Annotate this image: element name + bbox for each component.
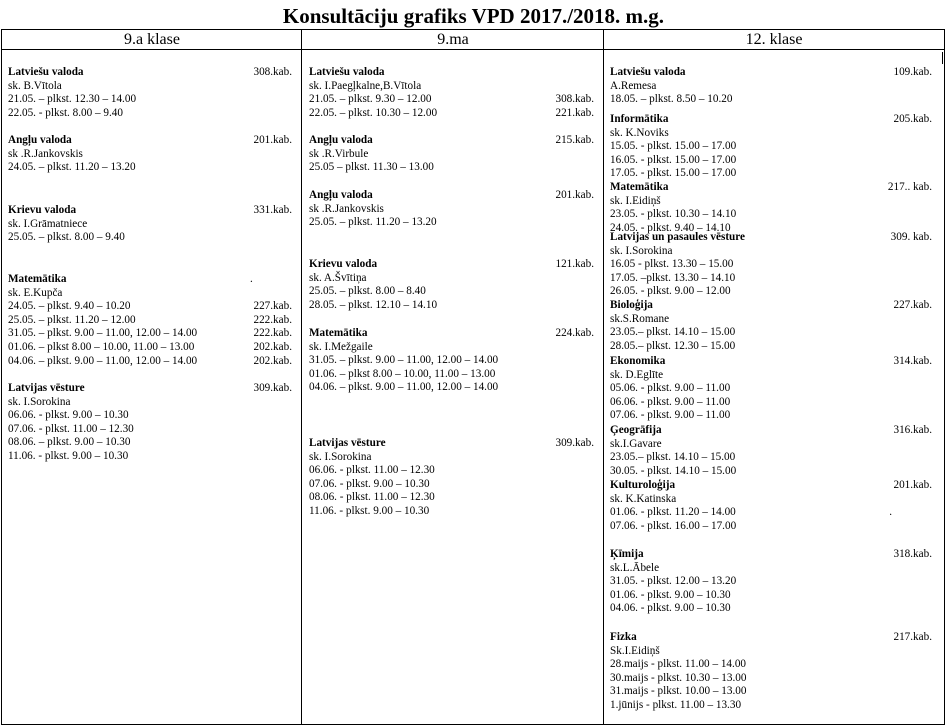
teacher-name: sk. K.Katinska [610,492,677,505]
schedule-line [610,575,932,589]
schedule-line [610,658,932,672]
schedule-time: 31.05. – plkst. 9.00 – 11.00, 12.00 – 14.00 [8,327,198,340]
subject-name: Matemātika [610,181,669,193]
schedule-time: 06.06. - plkst. 9.00 – 11.00 [610,395,731,408]
subject-row [610,355,932,369]
schedule-time: 30.05. - plkst. 14.10 – 15.00 [610,464,737,477]
subject-block [8,273,292,368]
schedule-time: 22.05. - plkst. 8.00 – 9.40 [8,106,123,119]
room-number: 222.kab. [253,313,292,326]
subject-row [610,181,932,195]
schedule-line [309,93,594,107]
room-number: 221.kab. [555,106,594,119]
schedule-time: 01.06. – plkst 8.00 – 10.00, 11.00 – 13.00 [8,340,195,353]
schedule-line [610,602,932,616]
teacher-name: sk .R.Jankovskis [8,147,83,160]
subject-row [8,204,292,218]
teacher-name: sk. I.Mežgaile [309,340,373,353]
page-title: Konsultāciju grafiks VPD 2017./2018. m.g. [282,4,665,28]
schedule-line [309,491,594,505]
schedule-line [8,161,292,175]
schedule-line [610,520,932,534]
schedule-time: 25.05. – plkst. 11.20 – 12.00 [8,313,136,326]
room-number: 309. kab. [890,231,932,243]
subject-row [309,134,594,148]
schedule-time: 25.05. – plkst. 8.00 – 8.40 [309,285,426,298]
schedule-time: 08.06. - plkst. 11.00 – 12.30 [309,491,435,504]
schedule-line [8,231,292,245]
subject-name: Krievu valoda [8,204,77,216]
schedule-line [8,423,292,437]
subject-row [610,548,932,562]
schedule-line [610,340,932,354]
subject-name: Ķīmija [610,548,644,560]
subject-block [610,355,932,423]
schedule-line [610,140,932,154]
column-9ma [309,51,594,724]
schedule-line [309,464,594,478]
schedule-time: 04.06. – plkst. 9.00 – 11.00, 12.00 – 14.00 [8,354,198,367]
subject-row [8,382,292,396]
schedule-line [309,216,594,230]
schedule-line [8,300,292,314]
subject-row [610,113,932,127]
column-divider [603,30,604,724]
schedule-line [309,368,594,382]
column-9a [8,51,292,724]
schedule-line [8,327,292,341]
schedule-line [8,93,292,107]
room-number: . [250,273,253,285]
subject-name: Latvijas un pasaules vēsture [610,231,745,243]
schedule-time: 31.05. - plkst. 12.00 – 13.20 [610,575,737,588]
schedule-time: 15.05. - plkst. 15.00 – 17.00 [610,140,737,153]
room-number: 202.kab. [253,354,292,367]
teacher-name: Sk.I.Eidiņš [610,644,660,657]
schedule-line [8,314,292,328]
room-number: 227.kab. [893,299,932,311]
subject-block [610,631,932,713]
schedule-line [610,589,932,603]
subject-row [309,437,594,451]
room-number: 224.kab. [555,327,594,339]
schedule-line [610,396,932,410]
schedule-time: 21.05. – plkst. 12.30 – 14.00 [8,93,137,106]
subject-row [610,299,932,313]
subject-name: Matemātika [309,327,368,339]
teacher-name: sk .R.Jankovskis [309,202,384,215]
subject-name: Matemātika [8,273,67,285]
room-number: 201.kab. [555,189,594,201]
subject-block [309,327,594,395]
schedule-time: 31.05. – plkst. 9.00 – 11.00, 12.00 – 14.00 [309,354,499,367]
subject-block [309,189,594,230]
room-number: 314.kab. [893,355,932,367]
subject-name: Angļu valoda [309,189,373,201]
schedule-time: 04.06. – plkst. 9.00 – 11.00, 12.00 – 14.00 [309,381,499,394]
schedule-line [610,93,932,107]
schedule-time: 23.05.– plkst. 14.10 – 15.00 [610,451,736,464]
room-number: 227.kab. [253,300,292,313]
schedule-time: 18.05. – plkst. 8.50 – 10.20 [610,93,733,106]
text-cursor-mark [942,52,943,64]
schedule-table [1,29,945,725]
schedule-time: 25.05 – plkst. 11.30 – 13.00 [309,161,434,174]
schedule-time: 25.05. – plkst. 11.20 – 13.20 [309,216,437,229]
schedule-line [610,672,932,686]
room-number: 309.kab. [253,382,292,394]
subject-block [309,437,594,519]
schedule-line [309,478,594,492]
subject-row [610,479,932,493]
subject-name: Latvijas vēsture [8,382,85,394]
schedule-time: 07.06. - plkst. 9.00 – 10.30 [309,477,430,490]
schedule-line [8,341,292,355]
subject-name: Informātika [610,113,669,125]
subject-row [8,66,292,80]
subject-block [610,479,932,533]
subject-row [309,189,594,203]
schedule-time: 07.06. - plkst. 9.00 – 11.00 [610,409,731,422]
room-number: 205.kab. [893,113,932,125]
schedule-line [610,285,932,299]
schedule-time: 16.05 - plkst. 13.30 – 15.00 [610,258,734,271]
room-number: 202.kab. [253,340,292,353]
schedule-line [610,382,932,396]
schedule-time: 01.06. - plkst. 11.20 – 14.00 [610,506,736,519]
schedule-time: 24.05. – plkst. 11.20 – 13.20 [8,161,136,174]
schedule-line [610,451,932,465]
teacher-name: sk. B.Vītola [8,79,62,92]
schedule-time: 07.06. - plkst. 16.00 – 17.00 [610,519,737,532]
teacher-name: sk. I.Eidiņš [610,194,661,207]
subject-row [309,327,594,341]
room-number: 316.kab. [893,424,932,436]
schedule-line [8,355,292,369]
schedule-time: 28.maijs - plkst. 11.00 – 14.00 [610,658,747,671]
room-number: 308.kab. [253,66,292,78]
subject-row [610,231,932,245]
schedule-time: 24.05. – plkst. 9.40 – 10.20 [8,300,131,313]
room-number: 309.kab. [555,437,594,449]
subject-block [610,113,932,181]
subject-block [610,66,932,107]
schedule-time: 07.06. - plkst. 11.00 – 12.30 [8,422,134,435]
subject-name: Ģeogrāfija [610,424,662,436]
subject-name: Latviešu valoda [610,66,686,78]
teacher-name: sk. K.Noviks [610,126,669,139]
subject-block [8,204,292,245]
teacher-name: sk. E.Kupča [8,286,63,299]
subject-row [8,273,292,287]
schedule-line [309,285,594,299]
schedule-line [610,699,932,713]
schedule-time: 23.05. - plkst. 10.30 – 14.10 [610,208,737,221]
schedule-time: 17.05. - plkst. 15.00 – 17.00 [610,167,737,180]
room-number: 318.kab. [893,548,932,560]
schedule-time: 28.05.– plkst. 12.30 – 15.00 [610,339,736,352]
schedule-line [309,107,594,121]
room-number: 217.kab. [893,631,932,643]
teacher-name: sk. I.Sorokina [8,395,71,408]
header-9ma: 9.ma [302,30,604,50]
subject-row [309,258,594,272]
subject-name: Latviešu valoda [8,66,84,78]
schedule-line [610,208,932,222]
schedule-line [309,381,594,395]
schedule-line [309,161,594,175]
teacher-name: sk.L.Ābele [610,561,660,574]
subject-row [309,66,594,80]
subject-name: Kulturoloģija [610,479,676,491]
room-number: 109.kab. [893,66,932,78]
teacher-name: sk .R.Virbule [309,147,369,160]
schedule-line [610,685,932,699]
teacher-name: sk. I.Paegļkalne,B.Vītola [309,79,422,92]
subject-block [8,382,292,464]
schedule-time: 08.06. – plkst. 9.00 – 10.30 [8,436,131,449]
subject-row [8,134,292,148]
schedule-time: 06.06. - plkst. 11.00 – 12.30 [309,464,435,477]
subject-name: Angļu valoda [309,134,373,146]
subject-name: Fizka [610,631,637,643]
schedule-line [8,436,292,450]
header-12: 12. klase [604,30,944,50]
subject-row [610,66,932,80]
schedule-time: 25.05. – plkst. 8.00 – 9.40 [8,231,125,244]
subject-block [610,231,932,299]
schedule-time: 28.05. – plkst. 12.10 – 14.10 [309,298,438,311]
subject-block [309,258,594,312]
subject-block [8,66,292,120]
schedule-time: 06.06. - plkst. 9.00 – 10.30 [8,409,129,422]
schedule-line [610,326,932,340]
subject-name: Krievu valoda [309,258,378,270]
subject-block [309,134,594,175]
teacher-name: sk. I.Grāmatniece [8,217,88,230]
teacher-name: A.Remesa [610,79,657,92]
schedule-time: 05.06. - plkst. 9.00 – 11.00 [610,382,731,395]
subject-row [610,631,932,645]
room-number: 308.kab. [555,93,594,106]
schedule-line [610,506,932,520]
room-number: 215.kab. [555,134,594,146]
subject-block [610,548,932,616]
schedule-time: 26.05. - plkst. 9.00 – 12.00 [610,285,731,298]
subject-block [610,181,932,235]
schedule-time: 22.05. – plkst. 10.30 – 12.00 [309,106,438,119]
schedule-time: 24.05. - plkst. 9.40 – 14.10 [610,221,731,234]
room-number: 121.kab. [555,258,594,270]
column-divider [301,30,302,724]
subject-block [309,66,594,120]
schedule-line [309,299,594,313]
subject-block [610,299,932,353]
room-number: 201.kab. [253,134,292,146]
room-number: 217.. kab. [887,181,932,193]
schedule-line [610,465,932,479]
subject-name: Latvijas vēsture [309,437,386,449]
schedule-line [8,107,292,121]
teacher-name: sk. D.Eglīte [610,368,664,381]
subject-name: Bioloģija [610,299,653,311]
schedule-line [610,258,932,272]
subject-name: Angļu valoda [8,134,72,146]
schedule-line [610,154,932,168]
room-number: . [889,506,892,519]
teacher-name: sk.I.Gavare [610,437,662,450]
room-number: 331.kab. [253,204,292,216]
schedule-line [8,450,292,464]
room-number: 201.kab. [893,479,932,491]
schedule-line [8,409,292,423]
schedule-time: 11.06. - plkst. 9.00 – 10.30 [8,449,129,462]
schedule-time: 01.06. – plkst 8.00 – 10.00, 11.00 – 13.00 [309,367,496,380]
schedule-line [610,409,932,423]
column-12 [610,51,932,724]
schedule-time: 11.06. - plkst. 9.00 – 10.30 [309,504,430,517]
schedule-time: 31.maijs - plkst. 10.00 – 13.00 [610,685,747,698]
schedule-time: 30.maijs - plkst. 10.30 – 13.00 [610,671,747,684]
subject-name: Ekonomika [610,355,666,367]
room-number: 222.kab. [253,327,292,340]
schedule-line [309,354,594,368]
subject-name: Latviešu valoda [309,66,385,78]
header-9a: 9.a klase [2,30,302,50]
subject-block [8,134,292,175]
schedule-time: 01.06. - plkst. 9.00 – 10.30 [610,588,731,601]
schedule-line [309,505,594,519]
schedule-time: 04.06. - plkst. 9.00 – 10.30 [610,602,731,615]
schedule-time: 17.05. –plkst. 13.30 – 14.10 [610,271,736,284]
teacher-name: sk. I.Sorokina [610,244,673,257]
subject-block [610,424,932,478]
schedule-time: 16.05. - plkst. 15.00 – 17.00 [610,153,737,166]
teacher-name: sk. A.Švītiņa [309,271,367,284]
subject-row [610,424,932,438]
teacher-name: sk. I.Sorokina [309,450,372,463]
schedule-time: 21.05. – plkst. 9.30 – 12.00 [309,93,432,106]
schedule-line [610,167,932,181]
schedule-time: 23.05.– plkst. 14.10 – 15.00 [610,326,736,339]
schedule-time: 1.jūnijs - plkst. 11.00 – 13.30 [610,698,742,711]
teacher-name: sk.S.Romane [610,312,670,325]
schedule-line [610,272,932,286]
